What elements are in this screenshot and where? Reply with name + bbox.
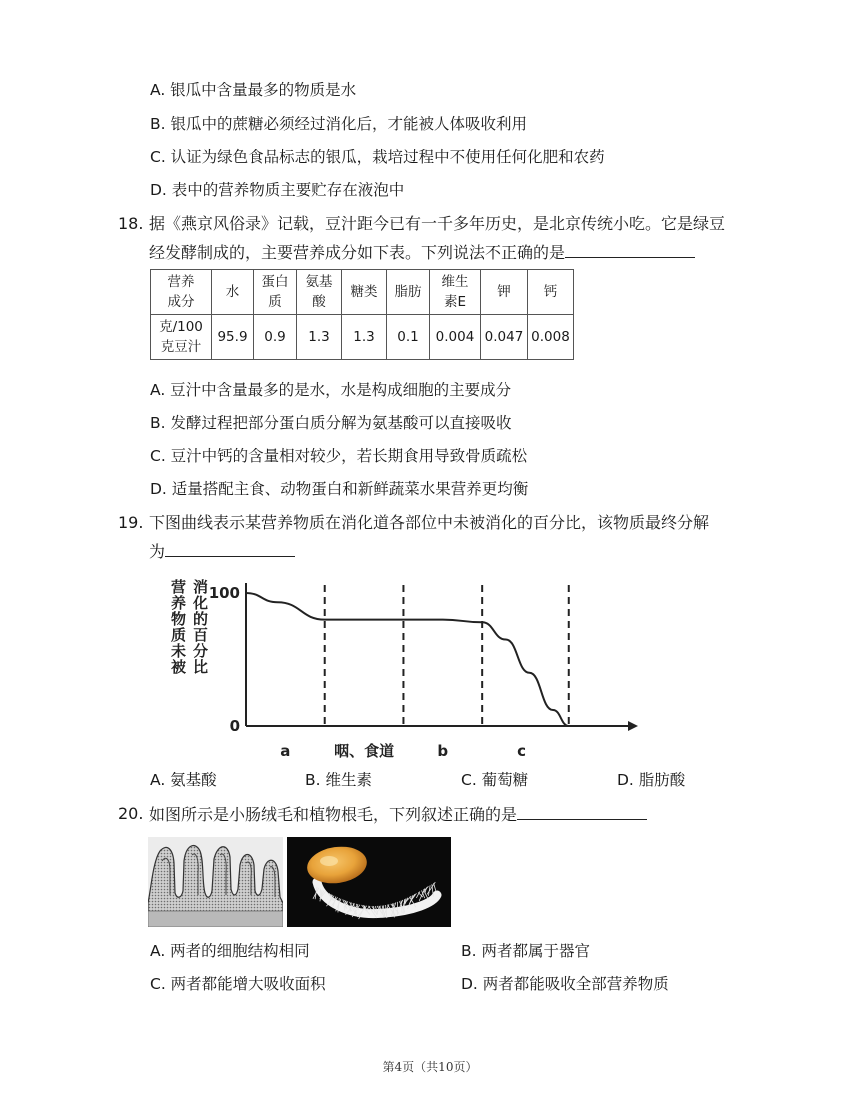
q20-stem <box>149 803 647 826</box>
table-cell: 0.047 <box>481 315 528 360</box>
x-tick-label: c <box>517 742 526 760</box>
q20-stem-text: 如图所示是小肠绒毛和植物根毛，下列叙述正确的是 <box>149 805 518 824</box>
x-tick-label: a <box>280 742 291 760</box>
q20-option-d: D. 两者都能吸收全部营养物质 <box>461 975 669 993</box>
table-cell: 0.1 <box>387 315 430 360</box>
q19-option-b: B. 维生素 <box>305 771 372 789</box>
data-line <box>246 593 569 726</box>
x-tick-label: 咽、食道 <box>334 742 395 760</box>
table-cell: 0.9 <box>254 315 297 360</box>
q17-option-d: D. 表中的营养物质主要贮存在液泡中 <box>150 181 405 199</box>
table-cell: 1.3 <box>342 315 387 360</box>
q18-stem-text: 经发酵制成的，主要营养成分如下表。下列说法不正确的是 <box>149 243 566 262</box>
y-tick-label: 100 <box>208 584 240 602</box>
table-cell: 0.008 <box>528 315 574 360</box>
answer-blank <box>565 241 695 258</box>
q17-option-b: B. 银瓜中的蔗糖必须经过消化后，才能被人体吸收利用 <box>150 115 527 133</box>
table-col-header: 脂肪 <box>387 270 430 315</box>
digestion-chart <box>148 565 648 765</box>
table-col-header: 维生 素E <box>430 270 481 315</box>
q17-option-a: A. 银瓜中含量最多的物质是水 <box>150 81 357 99</box>
y-tick-label: 0 <box>229 717 240 735</box>
table-cell: 95.9 <box>212 315 254 360</box>
q19-option-c: C. 葡萄糖 <box>461 771 529 789</box>
table-header-label: 营养 成分 <box>151 270 212 315</box>
q20-option-b: B. 两者都属于器官 <box>461 942 590 960</box>
table-col-header: 糖类 <box>342 270 387 315</box>
table-cell: 0.004 <box>430 315 481 360</box>
q18-option-d: D. 适量搭配主食、动物蛋白和新鲜蔬菜水果营养更均衡 <box>150 480 529 498</box>
table-col-header: 水 <box>212 270 254 315</box>
answer-blank <box>517 803 647 820</box>
table-cell: 1.3 <box>297 315 342 360</box>
q18-stem-line2 <box>149 241 695 264</box>
answer-blank <box>165 540 295 557</box>
q18-option-c: C. 豆汁中钙的含量相对较少，若长期食用导致骨质疏松 <box>150 447 528 465</box>
y-axis-label: 消化的百分比 <box>191 579 209 675</box>
q19-stem-text: 为 <box>149 542 166 561</box>
q20-option-a: A. 两者的细胞结构相同 <box>150 942 310 960</box>
x-tick-label: b <box>437 742 449 760</box>
q18-number: 18. <box>118 214 144 233</box>
q18-option-b: B. 发酵过程把部分蛋白质分解为氨基酸可以直接吸收 <box>150 414 512 432</box>
nutrition-table <box>150 269 574 360</box>
table-col-header: 钾 <box>481 270 528 315</box>
q18-stem-line1: 据《燕京风俗录》记载，豆汁距今已有一千多年历史，是北京传统小吃。它是绿豆 <box>149 214 726 233</box>
q20-option-c: C. 两者都能增大吸收面积 <box>150 975 326 993</box>
root-hair-image <box>287 837 451 927</box>
q18-option-a: A. 豆汁中含量最多的是水，水是构成细胞的主要成分 <box>150 381 512 399</box>
x-axis-arrow <box>628 721 638 731</box>
table-col-header: 钙 <box>528 270 574 315</box>
table-row-label: 克/100 克豆汁 <box>151 315 212 360</box>
q19-stem-line2 <box>149 540 295 563</box>
q20-number: 20. <box>118 804 144 823</box>
table-col-header: 氨基 酸 <box>297 270 342 315</box>
page-footer: 第4页（共10页） <box>382 1060 478 1074</box>
y-axis-label: 营养物质未被 <box>169 579 187 675</box>
q19-option-a: A. 氨基酸 <box>150 771 217 789</box>
q17-option-c: C. 认证为绿色食品标志的银瓜，栽培过程中不使用任何化肥和农药 <box>150 148 605 166</box>
table-col-header: 蛋白 质 <box>254 270 297 315</box>
q19-option-d: D. 脂肪酸 <box>617 771 686 789</box>
q19-number: 19. <box>118 513 144 532</box>
intestinal-villi-image <box>148 837 283 927</box>
q19-stem-line1: 下图曲线表示某营养物质在消化道各部位中未被消化的百分比，该物质最终分解 <box>149 513 710 532</box>
